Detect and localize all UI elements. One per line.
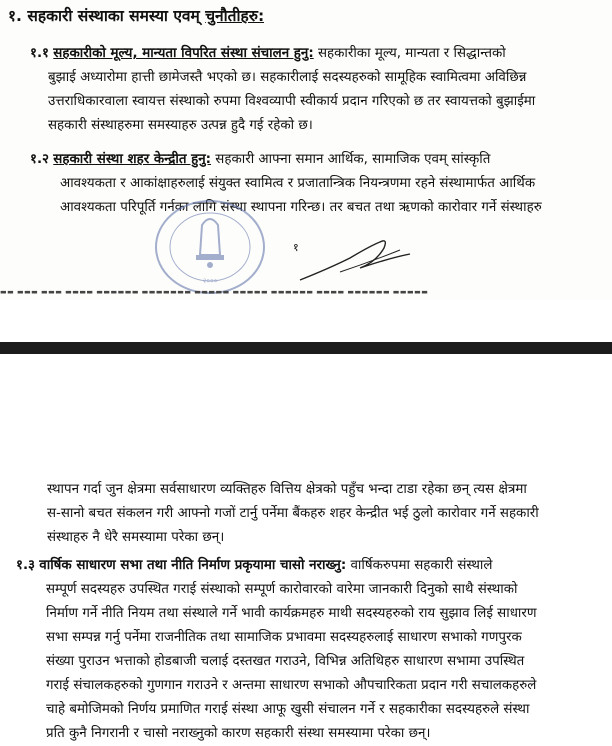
section-1-1 bbox=[30, 42, 610, 138]
para-line: चाहे बमोजिमको निर्णय प्रमाणित गराई संस्था आफू खुसी संचालन गर्ने र सहकारीका सदस्यहरुले संस्था bbox=[46, 702, 530, 717]
para-text: वार्षिकरुपमा सहकारी संस्थाले bbox=[350, 558, 493, 573]
continuation-paragraph bbox=[47, 478, 607, 550]
section-number: १.३ bbox=[16, 558, 36, 573]
office-seal-stamp bbox=[150, 195, 270, 295]
page-gap bbox=[0, 300, 612, 342]
para-line: संस्थाहरु नै धेरै समस्यामा परेका छन्। bbox=[47, 530, 225, 545]
para-text: सहकारीका मूल्य, मान्यता र सिद्धान्तको bbox=[317, 46, 506, 61]
signature bbox=[280, 228, 420, 288]
footer-cropped-text: ▬▬ ▬▬▬ ▬▬▬ ▬▬▬▬ ▬▬▬▬▬▬ ▬▬▬▬▬▬▬ ▬▬▬▬▬ ▬▬▬▬▬ ▬▬▬▬▬▬ ▬▬▬▬ ▬▬▬▬▬▬ ▬▬▬▬▬ bbox=[0, 288, 429, 296]
para-line: संख्या पुराउन भत्ताको होडबाजी चलाई दस्तखत गराउने, विभिन्न अतिथिहरु साधारण सभामा उपस्थित bbox=[46, 654, 525, 669]
heading-underlined-text: चुनौतीहरु: bbox=[205, 7, 265, 25]
para-line: स्थापन गर्दा जुन क्षेत्रमा सर्वसाधारण व्यक्तिहरु वित्तिय क्षेत्रको पहुँच भन्दा टाडा रहेका छन् त्यस क्षेत्रमा bbox=[47, 482, 527, 497]
para-line: आवश्यकता र आकांक्षाहरुलाई संयुक्त स्वामित्व र प्रजातान्त्रिक नियन्त्रणमा रहने संस्थामार्फत आर्थिक bbox=[60, 176, 536, 191]
section-title: सहकारीको मूल्य, मान्यता विपरित संस्था संचालन हुनु: bbox=[53, 46, 314, 61]
para-line bbox=[16, 554, 611, 578]
para-text: सहकारी आफ्ना समान आर्थिक, सामाजिक एवम् सांस्कृति bbox=[215, 152, 491, 167]
page-separator bbox=[0, 342, 612, 354]
para-line: आवश्यकता परिपूर्ति गर्नका लागि संस्था स्थापना गरिन्छ। तर बचत तथा ऋणको कारोवार गर्ने संस्थाहरु bbox=[60, 200, 542, 215]
para-line: स-सानो बचत संकलन गरी आफ्नो गजों टार्नु पर्नेमा बैंकहरु शहर केन्द्रीत भई ठुलो कारोवार गर्ने सहकारी bbox=[47, 506, 539, 521]
seal-year: २००० bbox=[202, 277, 218, 285]
para-line: गराई संचालकहरुको गुणगान गराउने र अन्तमा साधारण सभाको औपचारिकता प्रदान गरी सचालकहरुले bbox=[46, 678, 537, 693]
heading-number: १. bbox=[8, 7, 22, 25]
para-line: सभा सम्पन्न गर्नु पर्नेमा राजनीतिक तथा सामाजिक प्रभावमा सदस्यहरुलाई साधारण सभाको गणपुरक bbox=[46, 630, 522, 645]
section-number: १.१ bbox=[30, 46, 50, 61]
section-title: सहकारी संस्था शहर केन्द्रीत हुनु: bbox=[53, 152, 212, 167]
page-bottom bbox=[0, 354, 612, 746]
section-number: १.२ bbox=[30, 152, 50, 167]
page-top bbox=[0, 0, 612, 300]
para-line: सम्पूर्ण सदस्यहरु उपस्थित गराई संस्थाको सम्पूर्ण कारोवारको वारेमा जानकारी दिनुको साथै संस्थाको bbox=[46, 582, 518, 597]
section-title: वार्षिक साधारण सभा तथा नीति निर्माण प्रकृयामा चासो नराख्नु: bbox=[39, 558, 347, 573]
para-line: सहकारी संस्थाहरुमा समस्याहरु उत्पन्न हुदै गई रहेको छ। bbox=[48, 118, 313, 133]
para-line: उत्तराधिकारवाला स्वायत्त संस्थाको रुपमा विश्वव्यापी स्वीकार्य प्रदान गरिएको छ तर स्वायत्तको बुझाईमा bbox=[48, 94, 536, 109]
section-1-3 bbox=[16, 554, 611, 746]
section-heading bbox=[8, 4, 264, 26]
para-line bbox=[30, 42, 610, 66]
section-1-2 bbox=[30, 148, 610, 220]
para-line bbox=[30, 148, 610, 172]
heading-text: सहकारी संस्थाका समस्या एवम् bbox=[27, 7, 200, 25]
para-line: प्रति कुनै निगरानी र चासो नराख्नुको कारण सहकारी संस्था समस्यामा परेका छन्। bbox=[46, 726, 431, 741]
para-line: बुझाई अध्यारोमा हात्ती छामेजस्तै भएको छ। सहकारीलाई सदस्यहरुको सामूहिक स्वामित्वमा अविछिन्न bbox=[48, 70, 527, 85]
page-number: १ bbox=[293, 241, 299, 254]
para-line: निर्माण गर्ने नीति नियम तथा संस्थाले गर्ने भावी कार्यक्रमहरु माथी सदस्यहरुको राय सुझाव लिई साधारण bbox=[46, 606, 537, 621]
